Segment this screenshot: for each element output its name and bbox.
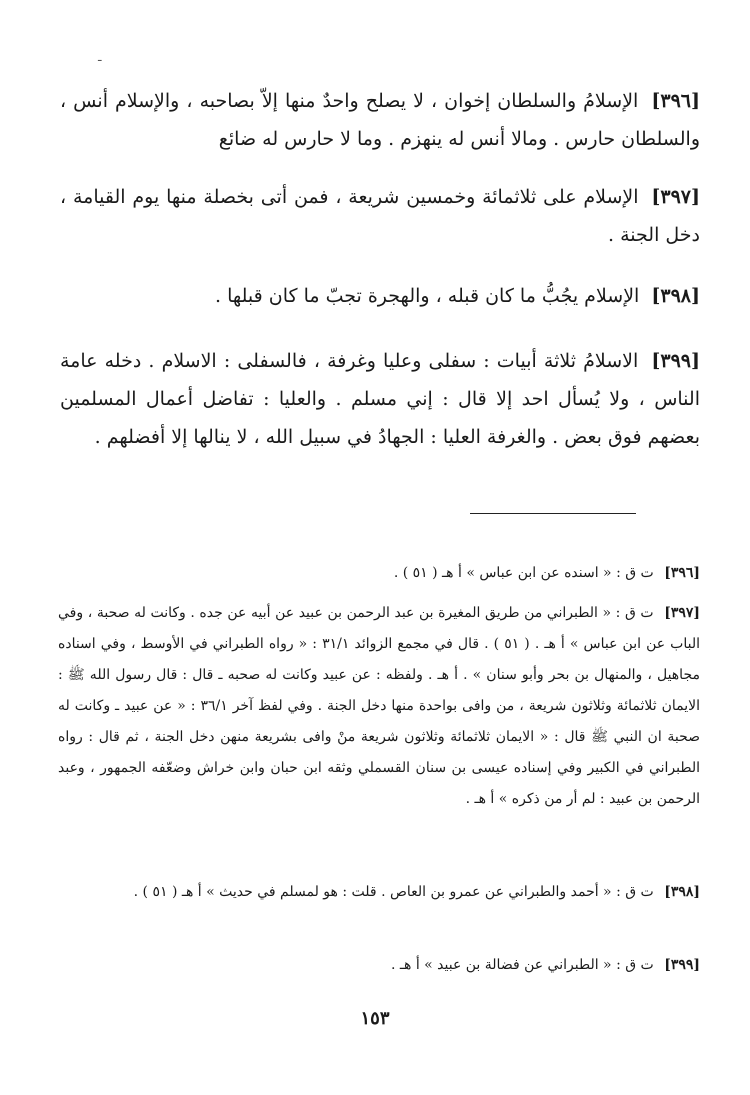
hadith-entry-396 <box>60 82 700 158</box>
footnote-number: [٣٩٧] <box>664 605 701 621</box>
entry-number: [٣٩٨] <box>651 285 700 307</box>
footnote-number: [٣٩٦] <box>664 565 700 581</box>
footnote-number: [٣٩٨] <box>664 884 700 900</box>
hadith-entry-399 <box>60 342 700 456</box>
footnote-divider <box>470 513 636 514</box>
entry-text: الإسلام يجُبُّ ما كان قبله ، والهجرة تجبّ ما كان قبلها . <box>215 285 640 307</box>
footnote-399 <box>58 950 700 981</box>
footnote-number: [٣٩٩] <box>664 957 700 973</box>
page-number: ١٥٣ <box>360 1008 390 1029</box>
footnote-text: ت ق : « الطبراني من طريق المغيرة بن عبد الرحمن بن عبيد عن أبيه عن جده . وكانت له صحبة ، وفي الباب عن ابن عباس » أ هـ . ( ٥١ ) . قال في مجمع الزوائد ٣١/١ : « رواه الطبراني في الأوسط ، وفي اسناده مجاهيل ، والمنهال بن بحر وأبو سنان » . أ هـ . ولفظه : عن عبيد وكانت له صحبه ـ قال : قال رسول الله ﷺ : الايمان ثلاثمائة وثلاثون شريعة ، من وافى بواحدة منها دخل الجنة . وفي لفظ آخر ٣٦/١ : « عن عبيد ـ وكانت له صحبة ان النبي ﷺ قال : « الايمان ثلاثمائة وثلاثون شريعة منْ وافى بشريعة منهن دخل الجنة ، ثم قال : رواه الطبراني في الكبير وفي إسناده عيسى بن سنان القسملي وثقه ابن حبان وابن خراش وضعّفه الجمهور ، وعبد الرحمن بن عبيد : لم أر من ذكره » أ هـ . <box>58 605 701 807</box>
hadith-entry-397 <box>60 178 700 254</box>
scan-mark: ـ <box>98 50 102 64</box>
hadith-entry-398 <box>60 277 700 315</box>
footnote-396 <box>58 558 700 589</box>
entry-text: الإسلام على ثلاثمائة وخمسين شريعة ، فمن أتى بخصلة منها يوم القيامة ، دخل الجنة . <box>60 186 700 246</box>
footnote-text: ت ق : « الطبراني عن فضالة بن عبيد » أ هـ . <box>390 957 654 973</box>
entry-text: الاسلامُ ثلاثة أبيات : سفلى وعليا وغرفة ، فالسفلى : الاسلام . دخله عامة الناس ، ولا يُسأل احد إلا قال : إني مسلم . والعليا : تفاضل أعمال المسلمين بعضهم فوق بعض . والغرفة العليا : الجهادُ في سبيل الله ، لا ينالها إلا أفضلهم . <box>60 350 700 448</box>
entry-number: [٣٩٩] <box>651 350 700 372</box>
entry-number: [٣٩٧] <box>651 186 700 208</box>
entry-number: [٣٩٦] <box>651 90 700 112</box>
footnote-398 <box>58 877 700 908</box>
footnote-397 <box>58 598 700 815</box>
footnote-text: ت ق : « أحمد والطبراني عن عمرو بن العاص . قلت : هو لمسلم في حديث » أ هـ ( ٥١ ) . <box>133 884 654 900</box>
footnote-text: ت ق : « اسنده عن ابن عباس » أ هـ ( ٥١ ) . <box>393 565 654 581</box>
entry-text: الإسلامُ والسلطان إخوان ، لا يصلح واحدٌ منها إلاّ بصاحبه ، والإسلام أنس ، والسلطان حارس . ومالا أنس له ينهزم . وما لا حارس له ضائع <box>60 90 700 150</box>
